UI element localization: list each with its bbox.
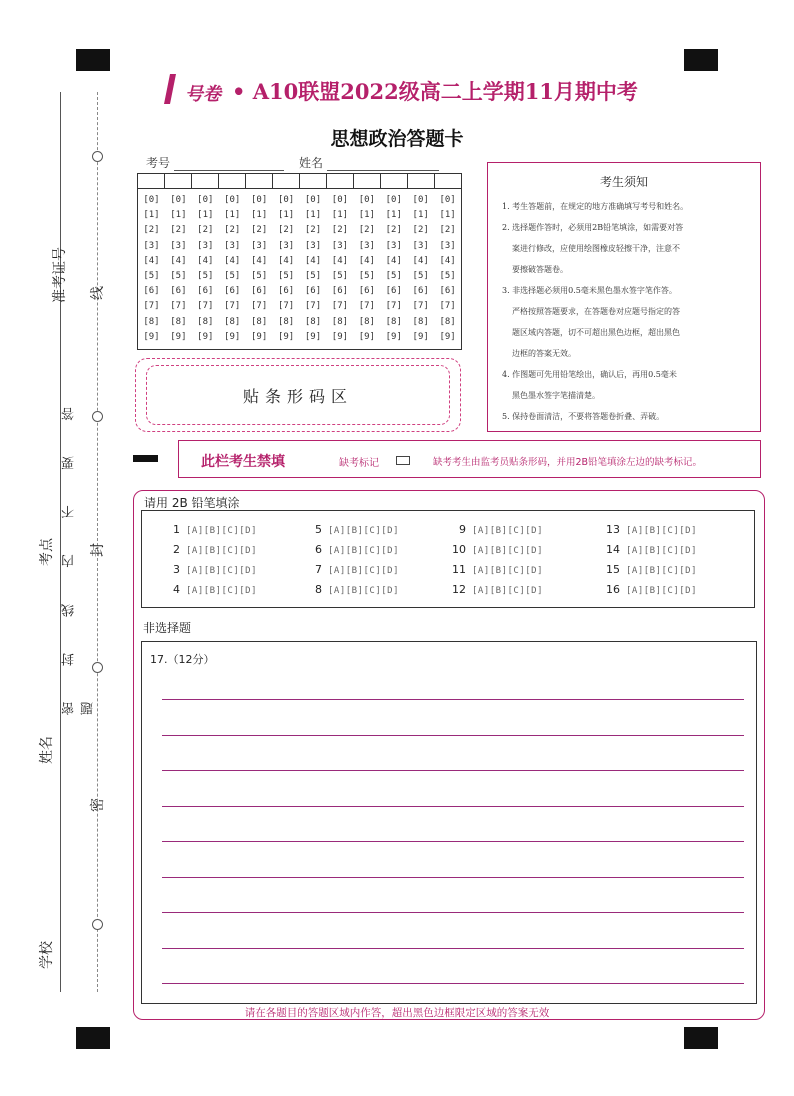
- grid-digit-box[interactable]: [300, 174, 327, 188]
- mc-option-bubbles[interactable]: [A][B][C][D]: [472, 566, 544, 576]
- mc-question-number: 5: [315, 523, 322, 536]
- digit-bubble[interactable]: [4]: [197, 255, 214, 266]
- digit-bubble[interactable]: [9]: [251, 331, 268, 342]
- digit-bubble[interactable]: [6]: [331, 286, 349, 297]
- absent-section: [178, 440, 761, 478]
- digit-bubble[interactable]: [3]: [331, 240, 349, 251]
- binding-seal-char: 封: [90, 543, 106, 557]
- name-label: 姓名: [299, 156, 324, 170]
- grid-digit-column[interactable]: [407, 193, 434, 345]
- mc-question-5[interactable]: [306, 523, 399, 536]
- notice-item: 题区域内答题，切不可超出黑色边框，超出黑色: [512, 328, 680, 337]
- digit-bubble[interactable]: [2]: [224, 225, 241, 236]
- digit-bubble[interactable]: [1]: [197, 210, 214, 221]
- absent-mark-label: 缺考标记: [339, 458, 379, 469]
- digit-bubble[interactable]: [3]: [197, 240, 214, 251]
- digit-bubble[interactable]: [3]: [224, 240, 241, 251]
- digit-bubble[interactable]: [6]: [304, 286, 322, 297]
- digit-bubble[interactable]: [4]: [331, 255, 349, 266]
- digit-bubble[interactable]: [6]: [439, 286, 456, 297]
- mc-question-2[interactable]: [164, 543, 257, 556]
- mc-question-number: 4: [173, 583, 180, 596]
- grid-digit-column[interactable]: [353, 193, 380, 345]
- digit-bubble[interactable]: [0]: [277, 195, 295, 205]
- digit-bubble[interactable]: [8]: [412, 316, 429, 327]
- digit-bubble[interactable]: [7]: [358, 301, 375, 312]
- digit-bubble[interactable]: [2]: [439, 225, 456, 236]
- mc-question-1[interactable]: [164, 523, 257, 536]
- binding-hole: [92, 919, 103, 930]
- mc-option-bubbles[interactable]: [A][B][C][D]: [328, 546, 400, 556]
- digit-bubble[interactable]: [9]: [197, 331, 214, 342]
- digit-bubble[interactable]: [4]: [412, 255, 429, 266]
- digit-bubble[interactable]: [5]: [277, 271, 295, 282]
- digit-bubble[interactable]: [5]: [143, 271, 160, 282]
- mc-question-6[interactable]: [306, 543, 399, 556]
- digit-bubble[interactable]: [1]: [170, 210, 187, 221]
- mc-question-number: 16: [606, 583, 620, 596]
- digit-bubble[interactable]: [9]: [224, 331, 241, 342]
- digit-bubble[interactable]: [4]: [439, 255, 456, 266]
- digit-bubble[interactable]: [3]: [412, 240, 429, 251]
- grid-digit-box[interactable]: [273, 174, 300, 188]
- digit-bubble[interactable]: [4]: [277, 255, 295, 266]
- brand-text: 号卷: [185, 84, 221, 105]
- digit-bubble[interactable]: [6]: [197, 286, 214, 297]
- footer-warning: 请在各题目的答题区域内作答，超出黑色边框限定区域的答案无效: [244, 1007, 550, 1019]
- digit-bubble[interactable]: [2]: [358, 225, 375, 236]
- exam-center-label: 考点: [39, 538, 55, 566]
- mc-question-number: 14: [606, 543, 620, 556]
- digit-bubble[interactable]: [5]: [385, 271, 402, 282]
- digit-bubble[interactable]: [2]: [385, 225, 402, 236]
- registration-mark-bottom-left: [76, 1027, 110, 1049]
- digit-bubble[interactable]: [7]: [439, 301, 456, 312]
- mc-question-3[interactable]: [164, 563, 257, 576]
- digit-bubble[interactable]: [4]: [170, 255, 187, 266]
- mc-option-bubbles[interactable]: [A][B][C][D]: [472, 546, 544, 556]
- digit-bubble[interactable]: [4]: [251, 255, 268, 266]
- digit-bubble[interactable]: [5]: [331, 271, 349, 282]
- notice-item: 1. 考生答题前，在规定的地方准确填写考号和姓名。: [502, 202, 689, 211]
- mc-question-11[interactable]: [450, 563, 543, 576]
- digit-bubble[interactable]: [9]: [358, 331, 375, 342]
- digit-bubble[interactable]: [7]: [304, 301, 322, 312]
- digit-bubble[interactable]: [8]: [385, 316, 402, 327]
- digit-bubble[interactable]: [0]: [358, 195, 375, 205]
- digit-bubble[interactable]: [9]: [143, 331, 160, 342]
- mc-question-13[interactable]: [604, 523, 697, 536]
- notice-item: 案进行修改，应使用绘图橡皮轻擦干净，注意不: [512, 244, 680, 253]
- mc-option-bubbles[interactable]: [A][B][C][D]: [186, 526, 258, 536]
- digit-bubble[interactable]: [0]: [170, 195, 187, 205]
- digit-bubble[interactable]: [5]: [251, 271, 268, 282]
- digit-bubble[interactable]: [2]: [304, 225, 322, 236]
- exam-number-field[interactable]: [146, 154, 284, 171]
- digit-bubble[interactable]: [1]: [224, 210, 241, 221]
- grid-digit-box[interactable]: [327, 174, 354, 188]
- digit-bubble[interactable]: [9]: [412, 331, 429, 342]
- digit-bubble[interactable]: [8]: [358, 316, 375, 327]
- digit-bubble[interactable]: [0]: [331, 195, 349, 205]
- digit-bubble[interactable]: [0]: [439, 195, 456, 205]
- digit-bubble[interactable]: [1]: [331, 210, 349, 221]
- digit-bubble[interactable]: [4]: [304, 255, 322, 266]
- digit-bubble[interactable]: [8]: [143, 316, 160, 327]
- mc-question-7[interactable]: [306, 563, 399, 576]
- essay-answer-area[interactable]: [141, 641, 757, 1004]
- mc-option-bubbles[interactable]: [A][B][C][D]: [472, 526, 544, 536]
- digit-bubble[interactable]: [6]: [170, 286, 187, 297]
- grid-digit-column[interactable]: [192, 193, 219, 345]
- notice-item: 3. 非选择题必须用0.5毫米黑色墨水签字笔作答。: [502, 286, 677, 295]
- digit-bubble[interactable]: [9]: [277, 331, 295, 342]
- digit-bubble[interactable]: [1]: [143, 210, 160, 221]
- digit-bubble[interactable]: [8]: [439, 316, 456, 327]
- binding-hole: [92, 151, 103, 162]
- mc-option-bubbles[interactable]: [A][B][C][D]: [186, 546, 258, 556]
- mc-question-number: 2: [173, 543, 180, 556]
- registration-mark-bottom-right: [684, 1027, 718, 1049]
- notice-item: 4. 作图题可先用铅笔绘出，确认后，再用0.5毫米: [502, 370, 677, 379]
- digit-bubble[interactable]: [3]: [170, 240, 187, 251]
- grid-digit-column[interactable]: [434, 193, 461, 345]
- grid-digit-box[interactable]: [192, 174, 219, 188]
- barcode-area[interactable]: [135, 358, 461, 432]
- digit-bubble[interactable]: [8]: [170, 316, 187, 327]
- mc-question-number: 8: [315, 583, 322, 596]
- binding-secret-char: 密: [90, 798, 106, 812]
- answer-line[interactable]: [162, 699, 744, 700]
- digit-bubble[interactable]: [0]: [224, 195, 241, 205]
- admission-number-label: 准考证号: [52, 247, 68, 303]
- digit-bubble[interactable]: [3]: [304, 240, 322, 251]
- digit-bubble[interactable]: [6]: [412, 286, 429, 297]
- name-field[interactable]: [299, 154, 439, 171]
- digit-bubble[interactable]: [7]: [197, 301, 214, 312]
- mc-question-number: 15: [606, 563, 620, 576]
- grid-bubbles[interactable]: [138, 189, 461, 345]
- exam-number-underline: [174, 156, 284, 171]
- digit-bubble[interactable]: [0]: [385, 195, 402, 205]
- mc-question-8[interactable]: [306, 583, 399, 596]
- digit-bubble[interactable]: [9]: [304, 331, 322, 342]
- digit-bubble[interactable]: [2]: [197, 225, 214, 236]
- answer-line[interactable]: [162, 806, 744, 807]
- digit-bubble[interactable]: [5]: [170, 271, 187, 282]
- notice-title: 考生须知: [599, 175, 648, 189]
- grid-digit-box[interactable]: [435, 174, 461, 188]
- barcode-label: 贴条形码区: [146, 365, 450, 425]
- digit-bubble[interactable]: [6]: [224, 286, 241, 297]
- digit-bubble[interactable]: [4]: [358, 255, 375, 266]
- grid-digit-column[interactable]: [138, 193, 165, 345]
- name-underline: [327, 156, 439, 171]
- mc-question-15[interactable]: [604, 563, 697, 576]
- digit-bubble[interactable]: [3]: [439, 240, 456, 251]
- digit-bubble[interactable]: [6]: [143, 286, 160, 297]
- digit-bubble[interactable]: [7]: [331, 301, 349, 312]
- mc-option-bubbles[interactable]: [A][B][C][D]: [186, 586, 258, 596]
- digit-bubble[interactable]: [4]: [224, 255, 241, 266]
- notice-item: 边框的答案无效。: [512, 349, 576, 358]
- digit-bubble[interactable]: [8]: [331, 316, 349, 327]
- digit-bubble[interactable]: [5]: [224, 271, 241, 282]
- digit-bubble[interactable]: [6]: [251, 286, 268, 297]
- answer-line[interactable]: [162, 948, 744, 949]
- answer-line[interactable]: [162, 912, 744, 913]
- digit-bubble[interactable]: [1]: [385, 210, 402, 221]
- notice-item: 黑色墨水签字笔描清楚。: [512, 391, 600, 400]
- absent-note: 缺考考生由监考员贴条形码，并用2B铅笔填涂左边的缺考标记。: [433, 457, 703, 468]
- grid-digit-box[interactable]: [219, 174, 246, 188]
- mc-question-number: 10: [452, 543, 466, 556]
- grid-header-row: [138, 174, 461, 189]
- mc-question-16[interactable]: [604, 583, 697, 596]
- digit-bubble[interactable]: [7]: [412, 301, 429, 312]
- mc-question-number: 7: [315, 563, 322, 576]
- candidate-notice: [487, 162, 761, 432]
- subject-title: 思想政治答题卡: [330, 128, 464, 150]
- notice-item: 2. 选择题作答时，必须用2B铅笔填涂，如需要对答: [502, 223, 684, 232]
- name-side-label: 姓名: [39, 736, 55, 764]
- mc-question-number: 3: [173, 563, 180, 576]
- exam-number-label: 考号: [146, 156, 171, 170]
- mc-question-number: 12: [452, 583, 466, 596]
- notice-item: 5. 保持卷面清洁，不要将答题卷折叠、弄破。: [502, 412, 665, 421]
- mc-question-number: 6: [315, 543, 322, 556]
- digit-bubble[interactable]: [1]: [304, 210, 322, 221]
- answer-line[interactable]: [162, 770, 744, 771]
- registration-mark-top-left: [76, 49, 110, 71]
- digit-bubble[interactable]: [8]: [224, 316, 241, 327]
- answer-line[interactable]: [162, 841, 744, 842]
- mc-question-12[interactable]: [450, 583, 543, 596]
- digit-bubble[interactable]: [6]: [358, 286, 375, 297]
- mc-question-number: 1: [173, 523, 180, 536]
- digit-bubble[interactable]: [5]: [412, 271, 429, 282]
- digit-bubble[interactable]: [3]: [358, 240, 375, 251]
- digit-bubble[interactable]: [3]: [251, 240, 268, 251]
- question-17-label: 17.（12分）: [150, 653, 215, 666]
- essay-section-title: 非选择题: [143, 621, 192, 635]
- grid-digit-box[interactable]: [165, 174, 192, 188]
- digit-bubble[interactable]: [2]: [251, 225, 268, 236]
- digit-bubble[interactable]: [0]: [412, 195, 429, 205]
- digit-bubble[interactable]: [0]: [143, 195, 160, 205]
- digit-bubble[interactable]: [7]: [385, 301, 402, 312]
- digit-bubble[interactable]: [1]: [439, 210, 456, 221]
- digit-bubble[interactable]: [6]: [277, 286, 295, 297]
- answer-line[interactable]: [162, 877, 744, 878]
- grid-digit-column[interactable]: [380, 193, 407, 345]
- mc-option-bubbles[interactable]: [A][B][C][D]: [328, 566, 400, 576]
- digit-bubble[interactable]: [7]: [143, 301, 160, 312]
- mc-option-bubbles[interactable]: [A][B][C][D]: [328, 586, 400, 596]
- digit-bubble[interactable]: [9]: [331, 331, 349, 342]
- digit-bubble[interactable]: [0]: [304, 195, 322, 205]
- mc-question-9[interactable]: [450, 523, 543, 536]
- timing-mark: [133, 455, 158, 462]
- grid-digit-column[interactable]: [246, 193, 273, 345]
- mc-option-bubbles[interactable]: [A][B][C][D]: [472, 586, 544, 596]
- mc-option-bubbles[interactable]: [A][B][C][D]: [626, 546, 698, 556]
- registration-mark-top-right: [684, 49, 718, 71]
- digit-bubble[interactable]: [8]: [277, 316, 295, 327]
- grid-digit-column[interactable]: [300, 193, 327, 345]
- digit-bubble[interactable]: [7]: [224, 301, 241, 312]
- digit-bubble[interactable]: [2]: [143, 225, 160, 236]
- digit-bubble[interactable]: [7]: [251, 301, 268, 312]
- mc-question-14[interactable]: [604, 543, 697, 556]
- digit-bubble[interactable]: [2]: [277, 225, 295, 236]
- digit-bubble[interactable]: [1]: [251, 210, 268, 221]
- digit-bubble[interactable]: [5]: [439, 271, 456, 282]
- mc-option-bubbles[interactable]: [A][B][C][D]: [186, 566, 258, 576]
- answer-line[interactable]: [162, 735, 744, 736]
- binding-line-char: 线: [90, 286, 106, 300]
- mc-question-number: 11: [452, 563, 466, 576]
- mc-option-bubbles[interactable]: [A][B][C][D]: [626, 586, 698, 596]
- digit-bubble[interactable]: [9]: [170, 331, 187, 342]
- mc-option-bubbles[interactable]: [A][B][C][D]: [626, 526, 698, 536]
- mc-question-10[interactable]: [450, 543, 543, 556]
- digit-bubble[interactable]: [2]: [170, 225, 187, 236]
- digit-bubble[interactable]: [5]: [358, 271, 375, 282]
- grid-digit-column[interactable]: [219, 193, 246, 345]
- mc-question-number: 9: [459, 523, 466, 536]
- digit-bubble[interactable]: [3]: [143, 240, 160, 251]
- mc-instruction: 请用 2B 铅笔填涂: [144, 496, 240, 510]
- digit-bubble[interactable]: [9]: [385, 331, 402, 342]
- mc-option-bubbles[interactable]: [A][B][C][D]: [626, 566, 698, 576]
- absent-title: 此栏考生禁填: [201, 454, 285, 470]
- digit-bubble[interactable]: [1]: [412, 210, 429, 221]
- digit-bubble[interactable]: [9]: [439, 331, 456, 342]
- digit-bubble[interactable]: [5]: [304, 271, 322, 282]
- digit-bubble[interactable]: [2]: [412, 225, 429, 236]
- digit-bubble[interactable]: [2]: [331, 225, 349, 236]
- exam-title: • A10联盟2022级高二上学期11月期中考: [232, 79, 638, 104]
- grid-digit-box[interactable]: [381, 174, 408, 188]
- answer-line[interactable]: [162, 983, 744, 984]
- digit-bubble[interactable]: [8]: [197, 316, 214, 327]
- notice-item: 要擦破答题卷。: [512, 265, 568, 274]
- digit-bubble[interactable]: [3]: [277, 240, 295, 251]
- seal-warning-text: 密 封 线 内 不 要 答 题: [62, 391, 96, 715]
- digit-bubble[interactable]: [8]: [251, 316, 268, 327]
- mc-option-bubbles[interactable]: [A][B][C][D]: [328, 526, 400, 536]
- digit-bubble[interactable]: [7]: [277, 301, 295, 312]
- digit-bubble[interactable]: [1]: [277, 210, 295, 221]
- absent-mark-checkbox[interactable]: [396, 456, 410, 465]
- digit-bubble[interactable]: [1]: [358, 210, 375, 221]
- grid-digit-box[interactable]: [246, 174, 273, 188]
- school-label: 学校: [39, 941, 55, 969]
- mc-question-number: 13: [606, 523, 620, 536]
- digit-bubble[interactable]: [3]: [385, 240, 402, 251]
- digit-bubble[interactable]: [4]: [143, 255, 160, 266]
- digit-bubble[interactable]: [5]: [197, 271, 214, 282]
- mc-question-4[interactable]: [164, 583, 257, 596]
- digit-bubble[interactable]: [4]: [385, 255, 402, 266]
- digit-bubble[interactable]: [0]: [251, 195, 268, 205]
- grid-digit-box[interactable]: [408, 174, 435, 188]
- digit-bubble[interactable]: [6]: [385, 286, 402, 297]
- notice-item: 严格按照答题要求，在答题卷对应题号指定的答: [512, 307, 680, 316]
- grid-digit-column[interactable]: [273, 193, 300, 345]
- digit-bubble[interactable]: [7]: [170, 301, 187, 312]
- digit-bubble[interactable]: [0]: [197, 195, 214, 205]
- grid-digit-column[interactable]: [326, 193, 353, 345]
- exam-number-grid[interactable]: [137, 173, 462, 350]
- grid-digit-column[interactable]: [165, 193, 192, 345]
- grid-digit-box[interactable]: [354, 174, 381, 188]
- multiple-choice-grid[interactable]: [141, 510, 755, 608]
- digit-bubble[interactable]: [8]: [304, 316, 322, 327]
- grid-digit-box[interactable]: [138, 174, 165, 188]
